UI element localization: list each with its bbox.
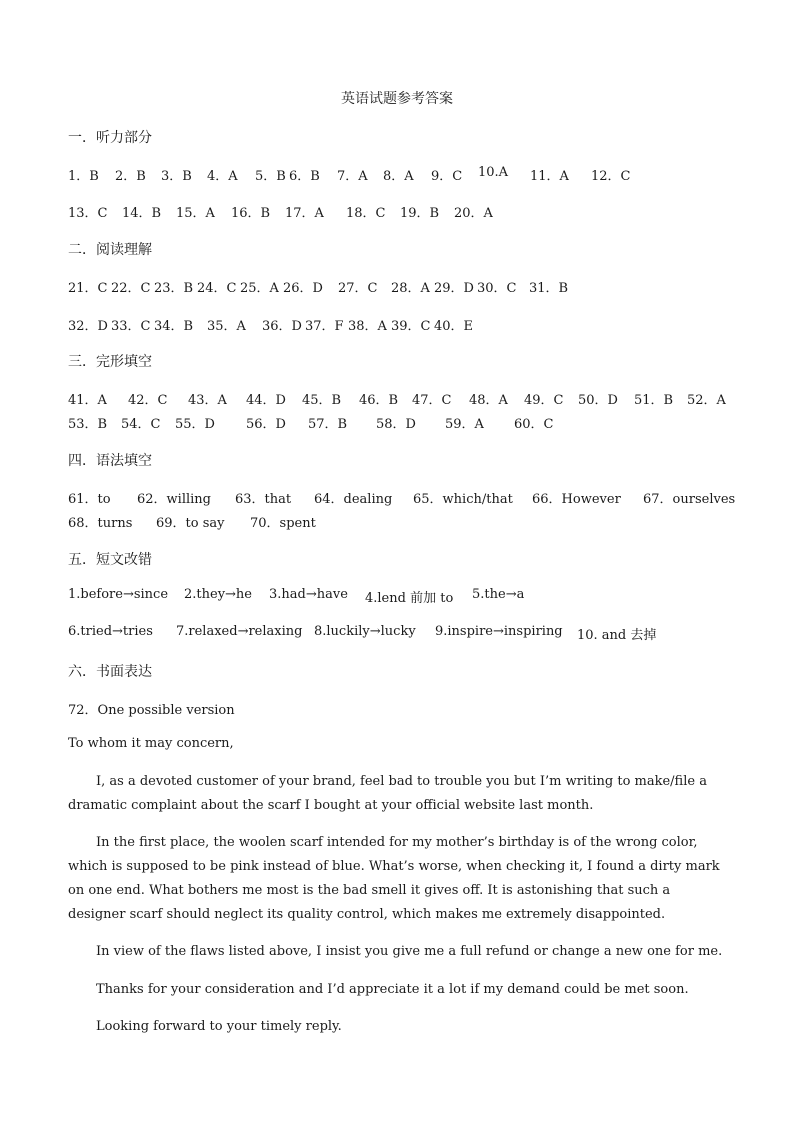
answer-item: 15．A: [176, 206, 215, 221]
answer-item: 40．E: [434, 319, 474, 334]
answer-item: 23．B: [154, 281, 194, 296]
answer-item: 52．A: [687, 393, 726, 408]
answer-row-cloze-1: [68, 389, 754, 409]
answer-item: 47．C: [412, 393, 452, 408]
answer-item: 58．D: [376, 417, 416, 432]
answer-item: 13．C: [68, 206, 108, 221]
answer-item: 54．C: [121, 417, 161, 432]
answer-item: 8.luckily→lucky: [314, 624, 416, 639]
answer-row-correction-1: [68, 587, 754, 607]
answer-item: 7.relaxed→relaxing: [176, 624, 303, 639]
answer-item: 5．B: [255, 169, 286, 184]
answer-item: 62．willing: [137, 492, 211, 507]
answer-item: 45．B: [302, 393, 342, 408]
answer-item: 50．D: [578, 393, 618, 408]
answer-item: 1．B: [68, 169, 99, 184]
answer-item: 65．which/that: [413, 492, 513, 507]
answer-item: 3.had→have: [269, 587, 348, 602]
answer-item: 19．B: [400, 206, 440, 221]
answer-item: 33．C: [111, 319, 151, 334]
answer-item: 36．D: [262, 319, 302, 334]
answer-item: 4．A: [207, 169, 238, 184]
answer-item: 67．ourselves: [643, 492, 736, 507]
answer-row-reading-1: [68, 277, 754, 297]
answer-item: 41．A: [68, 393, 107, 408]
answer-item: 35．A: [207, 319, 246, 334]
answer-row-grammar-2: [68, 512, 754, 532]
answer-item: 42．C: [128, 393, 168, 408]
answer-item: 39．C: [391, 319, 431, 334]
answer-item: 46．B: [359, 393, 399, 408]
answer-item: 1.before→since: [68, 587, 169, 602]
answer-item: 55．D: [175, 417, 215, 432]
letter-salutation: To whom it may concern,: [68, 736, 234, 751]
answer-row-correction-2: [68, 624, 754, 644]
section-heading-reading: 二．阅读理解: [68, 242, 152, 258]
answer-item: 8．A: [383, 169, 414, 184]
answer-item: 28．A: [391, 281, 430, 296]
answer-item: 31．B: [529, 281, 569, 296]
answer-item: 43．A: [188, 393, 227, 408]
answer-item: 38．A: [348, 319, 387, 334]
answer-item: 22．C: [111, 281, 151, 296]
answer-item: 30．C: [477, 281, 517, 296]
answer-row-listening-1: [68, 165, 754, 185]
answer-item: 24．C: [197, 281, 237, 296]
answer-item: 34．B: [154, 319, 194, 334]
page-title: 英语试题参考答案: [341, 91, 453, 107]
answer-item: 69．to say: [156, 516, 225, 531]
answer-item: 9.inspire→inspiring: [435, 624, 563, 639]
answer-item: 11．A: [530, 169, 569, 184]
answer-item: 66．However: [532, 492, 621, 507]
letter-paragraph: I, as a devoted customer of your brand, feel bad to trouble you but I’m writing to make/file a dramatic complaint about the scarf I bought at your official website last month.: [68, 774, 707, 813]
answer-item: 7．A: [337, 169, 368, 184]
letter-paragraph: In view of the flaws listed above, I insist you give me a full refund or change a new one for me.: [96, 944, 723, 959]
section-heading-writing: 六．书面表达: [68, 664, 152, 680]
answer-item: 6.tried→tries: [68, 624, 153, 639]
answer-item: 32．D: [68, 319, 108, 334]
answer-item: 48．A: [469, 393, 508, 408]
answer-item: 61．to: [68, 492, 111, 507]
answer-item: 70．spent: [250, 516, 316, 531]
answer-row-listening-2: [68, 202, 754, 222]
answer-item: 57．B: [308, 417, 348, 432]
answer-item: 29．D: [434, 281, 474, 296]
answer-item: 6．B: [289, 169, 320, 184]
answer-item: 64．dealing: [314, 492, 393, 507]
section-heading-cloze: 三．完形填空: [68, 354, 152, 370]
section-heading-correction: 五．短文改错: [68, 552, 152, 568]
answer-item: 63．that: [235, 492, 292, 507]
answer-item: 51．B: [634, 393, 674, 408]
answer-item: 21．C: [68, 281, 108, 296]
answer-item: 16．B: [231, 206, 271, 221]
answer-item: 27．C: [338, 281, 378, 296]
answer-item: 10.A: [478, 165, 509, 180]
answer-item: 2．B: [115, 169, 146, 184]
answer-item: 5.the→a: [472, 587, 525, 602]
letter-paragraph: In the first place, the woolen scarf intended for my mother’s birthday is of the wrong color, which is supposed to be pink instead of blue. What’s worse, when checking it, I found a dirty mark on one end. What bothers me most is the bad smell it gives off. It is astonishing that such a designer scarf should neglect its quality control, which makes me extremely disappointed.: [68, 835, 720, 922]
answer-row-cloze-2: [68, 413, 754, 433]
answer-item: 20．A: [454, 206, 493, 221]
answer-item: 17．A: [285, 206, 324, 221]
answer-item: 12．C: [591, 169, 631, 184]
section-heading-listening: 一．听力部分: [68, 130, 152, 146]
answer-item: 44．D: [246, 393, 286, 408]
section-heading-grammar: 四．语法填空: [68, 453, 152, 469]
answer-row-grammar-1: [68, 488, 754, 508]
answer-item: 56．D: [246, 417, 286, 432]
answer-item: 26．D: [283, 281, 323, 296]
answer-item: 3．B: [161, 169, 192, 184]
answer-item: 2.they→he: [184, 587, 252, 602]
letter-paragraph: Looking forward to your timely reply.: [96, 1019, 342, 1034]
answer-item: 4.lend 前加 to: [365, 591, 454, 606]
letter-paragraph: Thanks for your consideration and I’d appreciate it a lot if my demand could be met soon.: [96, 982, 689, 997]
answer-item: 9．C: [431, 169, 463, 184]
answer-item: 37．F: [305, 319, 344, 334]
writing-label: 72．One possible version: [68, 703, 235, 718]
answer-item: 49．C: [524, 393, 564, 408]
answer-row-reading-2: [68, 315, 754, 335]
answer-item: 14．B: [122, 206, 162, 221]
answer-item: 59．A: [445, 417, 484, 432]
answer-item: 53．B: [68, 417, 108, 432]
answer-item: 10. and 去掉: [577, 628, 657, 643]
answer-item: 60．C: [514, 417, 554, 432]
answer-item: 25．A: [240, 281, 279, 296]
answer-item: 68．turns: [68, 516, 133, 531]
answer-item: 18．C: [346, 206, 386, 221]
